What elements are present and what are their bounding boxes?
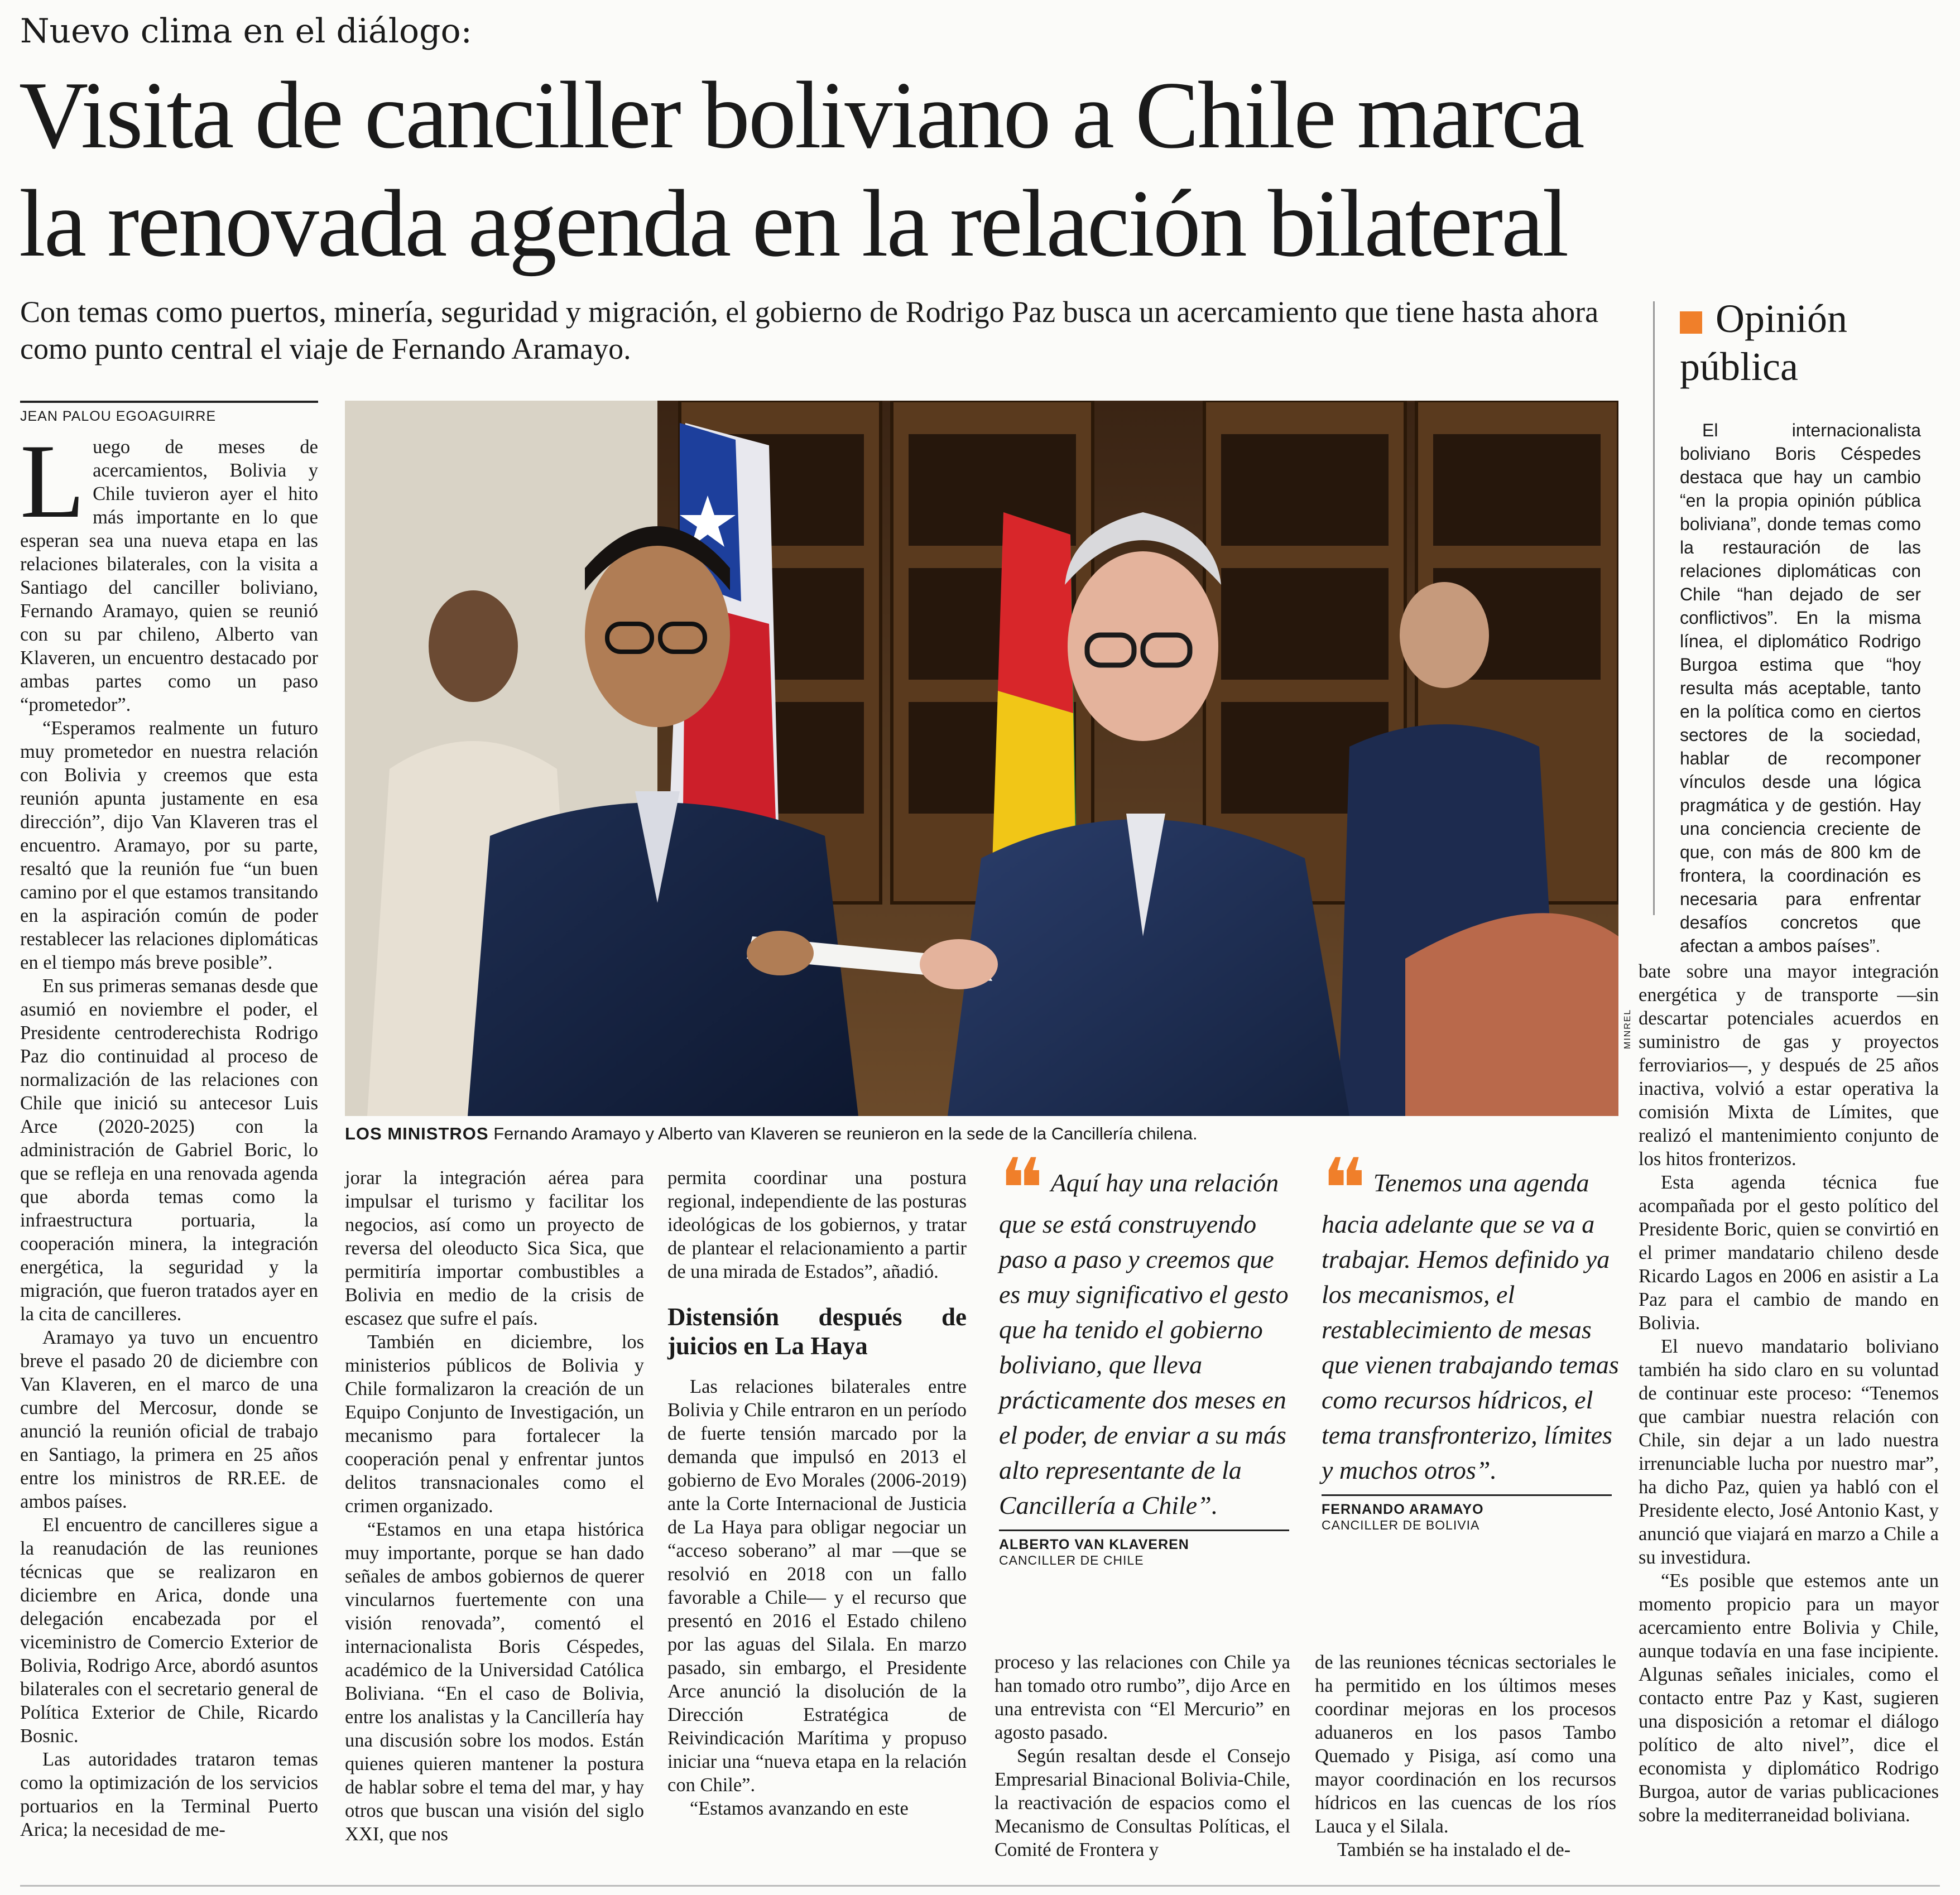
quote-author: FERNANDO ARAMAYO (1322, 1494, 1612, 1518)
quote-body: Tenemos una agenda hacia adelante que se va a trabajar. Hemos definido ya los mecanismos, el restablecimiento de mesas que vienen trabajando temas como recursos hídricos, el tema transfronterizo, límites y muchos otros”. (1322, 1168, 1619, 1484)
article-column-1 (20, 423, 318, 1841)
paragraph: “Es posible que estemos ante un momento propicio para un mayor acercamiento entre Bolivia y Chile, aunque todavía en una fase incipiente. Algunas señales iniciales, como el contacto entre Paz y Kast, sugieren una disposición a retomar el diálogo político de alto nivel”, dice el economista y diplomático Rodrigo Burgoa, autor de varias publicaciones sobre la mediterraneidad boliviana. (1639, 1570, 1939, 1826)
paragraph: Las relaciones bilaterales entre Bolivia y Chile entraron en un período de fuerte tensión marcado por la demanda que impulsó en 2013 el gobierno de Evo Morales (2006-2019) ante la Corte Internacional de Justicia de La Haya para obligar negociar un “acceso soberano” al mar —que se resolvió en 2018 con un fallo favorable a Chile— y el recurso que presentó en 2016 el Estado chileno por las aguas del Silala. En marzo pasado, sin embargo, el Presidente Arce anunció la disolución de la Dirección Estratégica de Reivindicación Marítima y propuso iniciar una “nueva etapa en la relación con Chile”. (667, 1376, 967, 1796)
deck: Con temas como puertos, minería, seguridad y migración, el gobierno de Rodrigo Paz busca un acercamiento que tiene hasta ahora como punto central el viaje de Fernando Aramayo. (20, 295, 1599, 365)
headline-line-1: Visita de canciller boliviano a Chile marca (19, 62, 1583, 169)
paragraph: “Estamos en una etapa histórica muy importante, porque se han dado señales de ambos gobiernos de querer vincularnos fuertemente con una visión renovada”, comentó el internacionalista Boris Céspedes, académico de la Universidad Católica Boliviana. “En el caso de Bolivia, entre los analistas y la Cancillería hay una discusión sobre los modos. Están quienes quieren mantener la postura de hablar sobre el tema del mar, y hay otros que buscan una visión del siglo XXI, que nos (345, 1519, 644, 1845)
paragraph: Según resaltan desde el Consejo Empresarial Binacional Bolivia-Chile, la reactivación de espacios como el Mecanismo de Consultas Políticas, el Comité de Frontera y (995, 1745, 1290, 1860)
photo-illustration (345, 401, 1618, 1116)
sidebar-body (1680, 419, 1921, 958)
paragraph: En sus primeras semanas desde que asumió en noviembre el poder, el Presidente centroderechista Rodrigo Paz dio continuidad al proceso de normalización de las relaciones con Chile que inició su antecesor Luis Arce (2020-2025) con la administración de Gabriel Boric, lo que se refleja en una renovada agenda que aborda temas como la infraestructura portuaria, la cooperación minera, la integración energética, la seguridad y la migración, que fueron tratados ayer en la cita de cancilleres. (20, 975, 318, 1325)
news-photo (345, 401, 1618, 1116)
headline (19, 61, 1939, 278)
sidebar-title-line-2: pública (1680, 344, 1798, 389)
quote-author-role: CANCILLER DE BOLIVIA (1322, 1518, 1480, 1532)
paragraph: de las reuniones técnicas sectoriales le ha permitido en los últimos meses coordinar mejoras en los procesos aduaneros en los pasos Tambo Quemado y Pisiga, así como una mayor coordinación en los recursos hídricos en las cuencas de los ríos Lauca y el Silala. (1315, 1652, 1616, 1837)
article-column-3 (667, 1166, 967, 1820)
page-bottom-rule (20, 1885, 1940, 1887)
byline: JEAN PALOU EGOAGUIRRE (20, 401, 318, 425)
subheading: Distensión después de juicios en La Haya (667, 1303, 967, 1360)
paragraph-text: uego de meses de acercamientos, Bolivia y Chile tuvieron ayer el hito más importante en lo que esperan sea una nueva etapa en las relaciones bilaterales, con la visita a Santiago del canciller boliviano, Fernando Aramayo, quien se reunió con su par chileno, Alberto van Klaveren, un encuentro destacado por ambas partes como un paso “prometedor”. (20, 436, 318, 715)
sidebar-text: El internacionalista boliviano Boris Céspedes destaca que hay un cambio “en la propia opinión pública boliviana”, donde temas como la restauración de las relaciones diplomáticas con Chile “han dejado de ser conflictivos”. En la misma línea, el diplomático Rodrigo Burgoa estima que “hoy resulta más aceptable, tanto en la política como en ciertos sectores de la sociedad, hablar de recomponer vínculos desde una lógica pragmática y de gestión. Hay una conciencia creciente de que, con más de 800 km de frontera, la coordinación es necesaria para enfrentar desafíos concretos que afectan a ambos países”. (1680, 420, 1921, 956)
quote-body: Aquí hay una relación que se está construyendo paso a paso y creemos que es muy significativo el gesto que ha tenido el gobierno boliviano, que lleva prácticamente dos meses en el poder, de enviar a su más alto representante de la Cancillería a Chile”. (999, 1168, 1289, 1519)
quote-text (999, 1141, 1300, 1523)
article-column-6 (1639, 960, 1939, 1827)
quote-mark-icon: ❝ (1322, 1141, 1367, 1238)
article-column-4 (995, 1651, 1290, 1862)
paragraph (20, 423, 318, 716)
photo-caption (345, 1123, 1618, 1145)
paragraph: Las autoridades trataron temas como la optimización de los servicios portuarios en la Terminal Puerto Arica; la necesidad de me- (20, 1749, 318, 1840)
headline-line-2: la renovada agenda en la relación bilateral (19, 171, 1568, 277)
paragraph: El nuevo mandatario boliviano también ha sido claro en su voluntad de continuar este proceso: “Tenemos que cambiar nuestra relación con Chile, sin dejar a un lado nuestra irrenunciable lucha por nuestro mar”, ha dicho Paz, quien ya habló con el Presidente electo, José Antonio Kast, y anunció que viajará en marzo a Chile a su investidura. (1639, 1336, 1939, 1568)
kicker: Nuevo clima en el diálogo: (20, 12, 472, 51)
orange-square-icon (1680, 311, 1702, 334)
paragraph: bate sobre una mayor integración energética y de transporte —sin descartar potenciales acuerdos en suministro de gas y proyectos ferroviarios—, y después de 25 años inactiva, volvió a estar operativa la comisión Mixta de Límites, que realizó el mantenimiento conjunto de los hitos fronterizos. (1639, 961, 1939, 1170)
pull-quote-aramayo (1322, 1141, 1623, 1533)
caption-text: Fernando Aramayo y Alberto van Klaveren se reunieron en la sede de la Cancillería chilena. (488, 1124, 1198, 1143)
sidebar-title (1680, 295, 1847, 391)
paragraph: proceso y las relaciones con Chile ya han tomado otro rumbo”, dijo Arce en una entrevista con “El Mercurio” en agosto pasado. (995, 1652, 1290, 1743)
paragraph: jorar la integración aérea para impulsar el turismo y facilitar los negocios, así como un proyecto de reversa del oleoducto Sica Sica, que permitiría importar combustibles a Bolivia en medio de la crisis de escasez que sufre el país. (345, 1167, 644, 1329)
paragraph: permita coordinar una postura regional, independiente de las posturas ideológicas de los gobiernos, y tratar de plantear el relacionamiento a partir de una mirada de Estados”, añadió. (667, 1167, 967, 1282)
paragraph: Esta agenda técnica fue acompañada por el gesto político del Presidente Boric, quien se convirtió en el primer mandatario chileno desde Ricardo Lagos en 2006 en asistir a La Paz para el cambio de mando en Bolivia. (1639, 1172, 1939, 1334)
paragraph: El encuentro de cancilleres sigue a la reanudación de las reuniones técnicas que se realizaron en diciembre en Arica, donde una delegación encabezada por el viceministro de Comercio Exterior de Bolivia, Rodrigo Arce, abordó asuntos bilaterales con el secretario general de Política Exterior de Chile, Ricardo Bosnic. (20, 1514, 318, 1747)
quote-author-role: CANCILLER DE CHILE (999, 1553, 1144, 1567)
paragraph: También se ha instalado el de- (1337, 1839, 1571, 1860)
quote-mark-icon: ❝ (999, 1141, 1044, 1238)
pull-quote-van-klaveren (999, 1141, 1300, 1568)
quote-author: ALBERTO VAN KLAVEREN (999, 1530, 1289, 1553)
article-column-2 (345, 1166, 644, 1846)
article-column-5 (1315, 1651, 1616, 1862)
sidebar-divider (1653, 301, 1655, 915)
quote-text (1322, 1141, 1623, 1488)
sidebar-title-text: Opinión (1716, 296, 1848, 341)
paragraph: Aramayo ya tuvo un encuentro breve el pasado 20 de diciembre con Van Klaveren, en el marco de una cumbre del Mercosur, donde se anunció la reunión oficial de trabajo en Santiago, la primera en 25 años entre los ministros de RR.EE. de ambos países. (20, 1327, 318, 1512)
sidebar-title-line-1 (1680, 295, 1847, 343)
paragraph: “Esperamos realmente un futuro muy prometedor en nuestra relación con Bolivia y creemos que esta reunión apunta justamente en esa dirección”, dijo Van Klaveren tras el encuentro. Aramayo, por su parte, resaltó que la reunión fue “un buen camino por el que estamos transitando en la aspiración común de poder restablecer las relaciones diplomáticas en el tiempo más breve posible”. (20, 718, 318, 973)
paragraph: También en diciembre, los ministerios públicos de Bolivia y Chile formalizaron la creación de un Equipo Conjunto de Investigación, un mecanismo para fortalecer la cooperación penal y enfrentar juntos delitos transnacionales como el crimen organizado. (345, 1331, 644, 1517)
paragraph: “Estamos avanzando en este (690, 1798, 909, 1819)
photo-credit: MINREL (1623, 1008, 1632, 1049)
dropcap: L (20, 423, 85, 540)
caption-label: LOS MINISTROS (345, 1124, 489, 1143)
